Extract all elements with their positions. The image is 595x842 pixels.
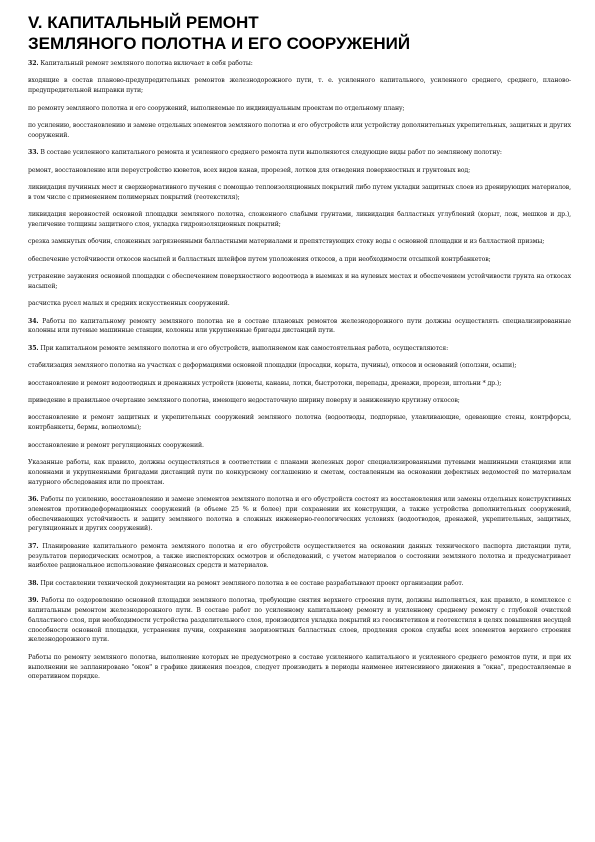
paragraph [28,396,571,406]
paragraph [28,653,571,682]
paragraph-text: восстановление и ремонт водоотводных и дренажных устройств (кюветы, канавы, лотки, быстротоки, перепады, дренажи, прорези, штольни * др.); [28,379,502,387]
paragraph-text: стабилизация земляного полотна на участках с деформациями основной площадки (просадки, корыта, пучины), откосов и оснований (оползни, осыпи); [28,362,517,370]
paragraph [28,542,571,571]
paragraph-number: 39. [28,597,39,605]
paragraph-text: При капитальном ремонте земляного полотна и его обустройств, выполняемом как самостоятельная работа, осуществляются: [40,344,449,352]
paragraph [28,317,571,337]
paragraph-text: обеспечение устойчивости откосов насыпей и балластных шлейфов путем уположения откосов, а при необходимости отсыпкой контрбанкетов; [28,255,491,263]
title-line-1: V. КАПИТАЛЬНЫЙ РЕМОНТ [28,13,259,32]
paragraph-text: В составе усиленного капитального ремонта и усиленного среднего ремонта пути выполняются следующие виды работ по земляному полотну: [40,149,502,157]
paragraph-text: восстановление и ремонт защитных и укрепительных сооружений земляного полотна (водоотводы, подпорные, улавливающие, одевающие стены, контрфорсы, контрбанкеты, бермы, волноломы); [28,414,571,432]
paragraph-text: ликвидация неровностей основной площадки земляного полотна, сложенного слабыми грунтами, ликвидация балластных углублений (корыт, лож, мешков и др.), увеличение толщины защитного слоя, укладка гидроизоляционных покрытий; [28,211,571,228]
paragraph-number: 38. [28,579,39,587]
paragraph-text: приведение в правильное очертание земляного полотна, имеющего недостаточную ширину поверху и заниженную крутизну откосов; [28,397,460,405]
paragraph [28,441,571,451]
paragraph-text: ликвидация пучинных мест и сверхнормативного пучения с помощью теплоизоляционных покрытий либо путем укладки защитных слоев из дренирующих материалов, в том числе с применением полимерных покрытий (геотекстиля); [28,183,571,201]
paragraph-text: Работы по оздоровлению основной площадки земляного полотна, требующие снятия верхнего строения пути, должны выполняться, как правило, в комплексе с капитальным ремонтом железнодорожного пути. В составе работ по усиленному капитальному ремонту и усиленному среднему ремонту с глубокой очисткой балластного слоя, при необходимости устройства разделительного слоя, производится укладка покрытий из геосинтетиков и геотекстиля в целях повышения несущей способности основной площадки, устранения пучин, сохранения заоризонтных балластных слоев, продления сроков службы всех элементов верхнего строения железнодорожного пути. [28,597,571,644]
paragraph-number: 33. [28,149,39,157]
paragraph [28,210,571,230]
paragraph-text: Работы по усилению, восстановлению и замене элементов земляного полотна и его обустройств состоят из восстановления или замены отдельных конструктивных элементов противодеформационных сооружений (в объеме 25 % и более) при сохранении их конструкции, а также устройства дополнительных сооружений, обеспечивающих устойчивость и защиту земляного полотна в сложных инженерно-геологических условиях (водоотводов, дренажей, укрепительных, защитных, регуляционных и других сооружений). [28,495,571,533]
paragraph-number: 37. [28,542,39,550]
paragraph-text: расчистка русел малых и средних искусственных сооружений. [28,300,230,308]
paragraph [28,148,571,158]
paragraph [28,76,571,96]
paragraph-text: Указанные работы, как правило, должны осуществляться в соответствии с планами железных дорог специализированными путевыми машинными станциями или колоннами и укрупненными бригадами дистанций пути по конкурсному соглашению и сметам, составленным на основании дефектных ведомостей по материалам натурного обследования или по проектам. [28,459,571,486]
page-title [28,12,571,54]
paragraph [28,272,571,292]
paragraph-number: 34. [28,317,39,325]
paragraph [28,255,571,265]
paragraph-text: срезка замкнутых обочин, сложенных загрязненными балластными материалами и препятствующих стоку воды с основной площадки и из балластной призмы; [28,238,545,246]
paragraph-text: по ремонту земляного полотна и его сооружений, выполняемые по индивидуальным проектам по отдельному плану; [28,104,405,112]
paragraph-text: по усилению, восстановлению и замене отдельных элементов земляного полотна и его обустройств или устройству дополнительных укрепительных, защитных и других сооружений. [28,121,571,139]
paragraph [28,379,571,389]
title-line-2: ЗЕМЛЯНОГО ПОЛОТНА И ЕГО СООРУЖЕНИЙ [28,34,411,53]
paragraph-text: Работы по ремонту земляного полотна, выполнение которых не предусмотрено в составе усиленного капитального и усиленного среднего ремонтов пути, и при их выполнении не запланировано "окон" в графике движения поездов, следует производить в периоды наименее интенсивного движения в "окна", предоставляемые в оперативном порядке. [28,653,571,681]
paragraph [28,579,571,589]
paragraph [28,458,571,487]
paragraph-text: Капитальный ремонт земляного полотна включает в себя работы: [40,60,253,67]
paragraph-text: ремонт, восстановление или переустройство кюветов, всех видов канав, прорезей, лотков для отведения поверхностных и грунтовых вод; [28,166,471,174]
paragraph-text: Работы по капитальному ремонту земляного полотна не в составе плановых ремонтов железнодорожного пути должны осуществлять специализированные колонны или путевые машинные станции, колонны или укрупненные бригады дистанций пути. [28,317,571,335]
paragraph [28,166,571,176]
paragraph-text: устранение заужения основной площадки с обеспечением поверхностного водоотвода в выемках и на нулевых местах и обеспечением устойчивости грунта на откосах насыпей; [28,273,571,290]
paragraph-text: восстановление и ремонт регуляционных сооружений. [28,441,204,449]
paragraph [28,59,571,69]
paragraph-number: 32. [28,60,39,67]
paragraph [28,413,571,433]
paragraph [28,596,571,645]
paragraph [28,361,571,371]
paragraph [28,237,571,247]
paragraph [28,183,571,203]
paragraph [28,495,571,534]
paragraph-number: 36. [28,495,39,503]
paragraph [28,121,571,141]
paragraph-text: входящие в состав планово-предупредительных ремонтов железнодорожного пути, т. е. усиленного капитального, усиленного среднего, среднего, планово-предупредительной выправки пути; [28,77,571,95]
paragraph [28,299,571,309]
paragraph [28,344,571,354]
paragraph-text: При составлении технической документации на ремонт земляного полотна в ее составе разрабатывают проект организации работ. [40,579,464,587]
paragraph [28,104,571,114]
paragraph-text: Планирование капитального ремонта земляного полотна и его обустройств осуществляется на основании данных технического паспорта дистанции пути, результатов периодических осмотров, а также инспекторских осмотров и обследований, с учетом материалов о состоянии земляного полотна и предусматривает наиболее рациональное использование финансовых средств и материалов. [28,542,571,570]
paragraph-number: 35. [28,344,39,352]
document-body [28,59,571,682]
